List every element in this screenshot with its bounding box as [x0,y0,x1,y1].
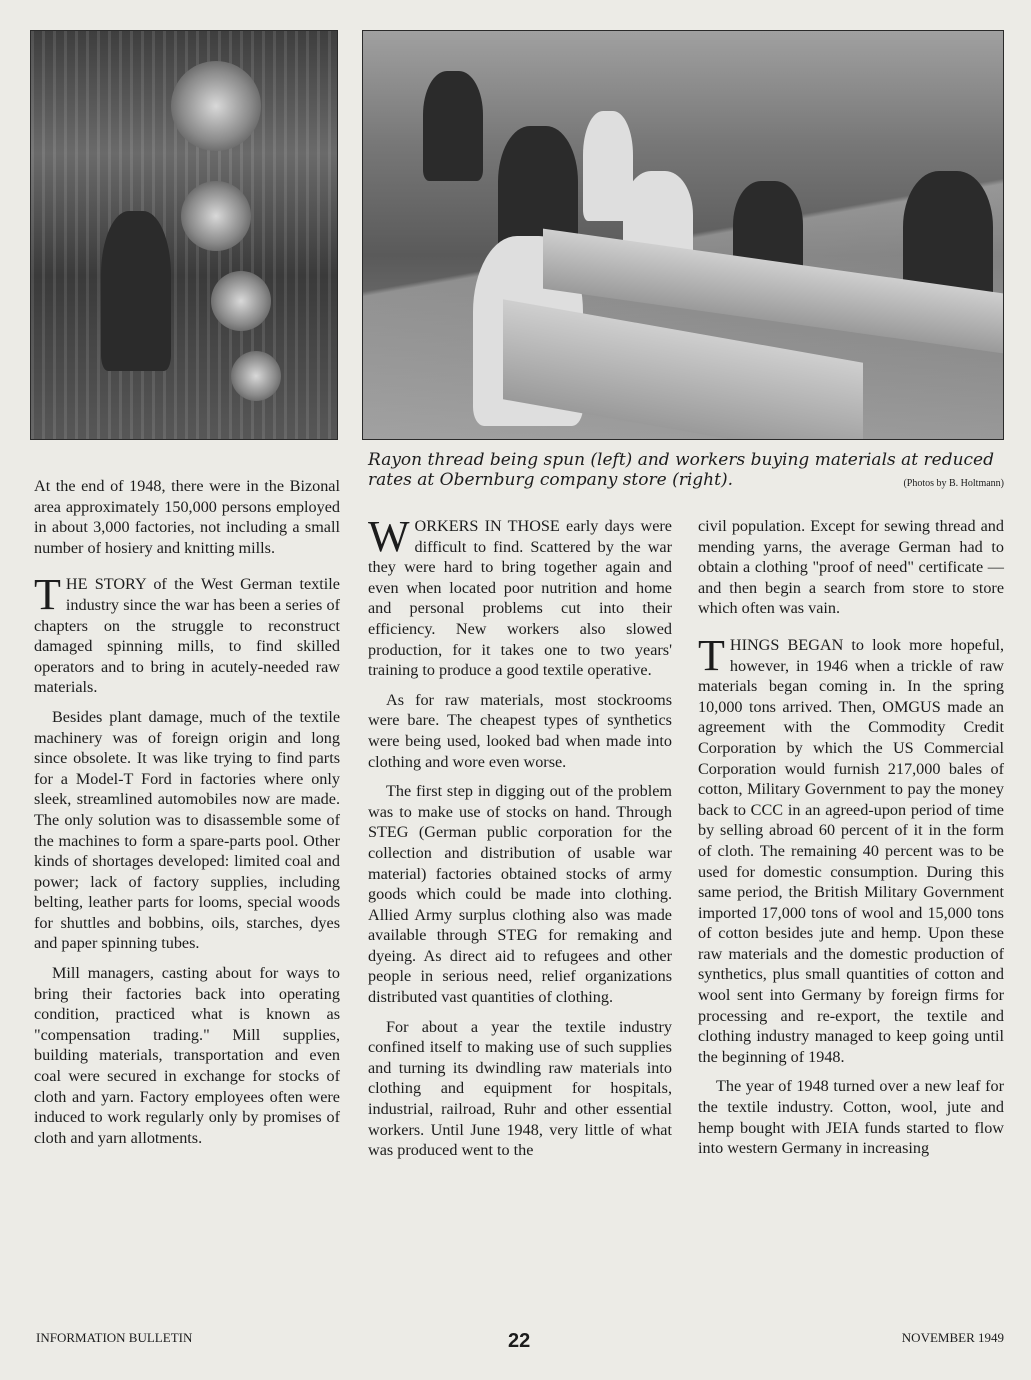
paragraph [368,512,672,681]
page-number: 22 [508,1330,531,1352]
paragraph [34,570,340,698]
paragraph: At the end of 1948, there were in the Bizonal area approximately 150,000 persons employed in about 3,000 factories, not including a small number of hosiery and knitting mills. [34,477,340,557]
paragraph-text: ORKERS IN THOSE early days were difficult to find. Scattered by the war they were hard to bring together again and even when located poor nutrition and home and personal problems cut into their efficiency. New workers also slowed production, for it takes one to two years' training to produce a good textile operative. [368,517,672,680]
paragraph [698,630,1004,1067]
paragraph-text: HE STORY of the West German textile industry since the war has been a series of chapters on the struggle to reconstruct damaged spinning mills, to find skilled operators and to bring in acutely-needed raw materials. [34,575,340,697]
photo-credit: (Photos by B. Holtmann) [903,478,1004,489]
paragraph: As for raw materials, most stockrooms were bare. The cheapest types of synthetics were being used, looked bad when made into clothing and wore even worse. [368,690,672,771]
paragraph: The year of 1948 turned over a new leaf for the textile industry. Cotton, wool, jute and hemp bought with JEIA funds started to flow into western Germany in increasing [698,1077,1004,1158]
column-3 [698,516,1004,1168]
footer-date: NOVEMBER 1949 [901,1330,1004,1345]
photo-caption [368,450,1004,494]
drop-cap: T [34,570,61,620]
caption-text: Rayon thread being spun (left) and workers buying materials at reduced rates at Obernburg company store (right). [368,450,994,490]
paragraph: The first step in digging out of the problem was to make use of stocks on hand. Through STEG (German public corporation for the collection and distribution of usable war material) factories obtained stocks of army goods which could be made into clothing. Allied Army surplus clothing also was made available through STEG for remaking and dyeing. As direct aid to refugees and other people in serious need, relief organizations distributed vast quantities of clothing. [368,782,672,1007]
paragraph: Besides plant damage, much of the textile machinery was of foreign origin and long since obsolete. It was like trying to find parts for a Model-T Ford in factories where only sleek, streamlined automobiles now are made. The only solution was to disassemble some of the machines to form a spare-parts pool. Other kinds of shortages developed: limited coal and power; lack of factory supplies, including belting, leather parts for looms, special woods for shuttles and bobbins, oils, starches, dyes and paper spinning tubes. [34,707,340,953]
drop-cap: W [368,512,410,561]
footer-publication: INFORMATION BULLETIN [36,1330,193,1345]
photo-rayon-spinning [30,30,338,440]
drop-cap: T [698,630,725,680]
paragraph: Mill managers, casting about for ways to bring their factories back into operating condition, practiced what is known as "compensation trading." Mill supplies, building materials, transportation and even coal were secured in exchange for stocks of cloth and yarn. Factory employees often were induced to work regularly only by promises of cloth and yarn allotments. [34,964,340,1147]
column-2 [368,512,672,1170]
column-1 [34,476,340,1157]
paragraph: civil population. Except for sewing thread and mending yarns, the average German had to obtain a clothing "proof of need" certificate — and then begin a search from store to store which often was vain. [698,517,1004,618]
paragraph-text: HINGS BEGAN to look more hopeful, however, in 1946 when a trickle of raw materials began coming in. In the spring 10,000 tons arrived. Then, OMGUS made an agreement with the Commodity Credit Corporation by which the US Commercial Corporation would furnish 217,000 bales of cotton, Military Government to pay the money back to CCC in an agreed-upon period of time by selling abroad 60 percent of it in the form of cloth. The remaining 40 percent was to be used for domestic consumption. During this same period, the British Military Government imported 17,000 tons of wool and 15,000 tons of cotton besides jute and hemp. Upon these raw materials and the domestic production of synthetics, plus small quantities of cotton and wool sent into Germany by foreign firms for processing and re-export, the textile and clothing industry managed to keep going until the beginning of 1948. [698,635,1004,1066]
paragraph: For about a year the textile industry confined itself to making use of such supplies and turning its dwindling raw materials into clothing and equipment for hospitals, industrial, railroad, Ruhr and other essential workers. Until June 1948, very little of what was produced went to the [368,1017,672,1160]
photo-company-store [362,30,1004,440]
